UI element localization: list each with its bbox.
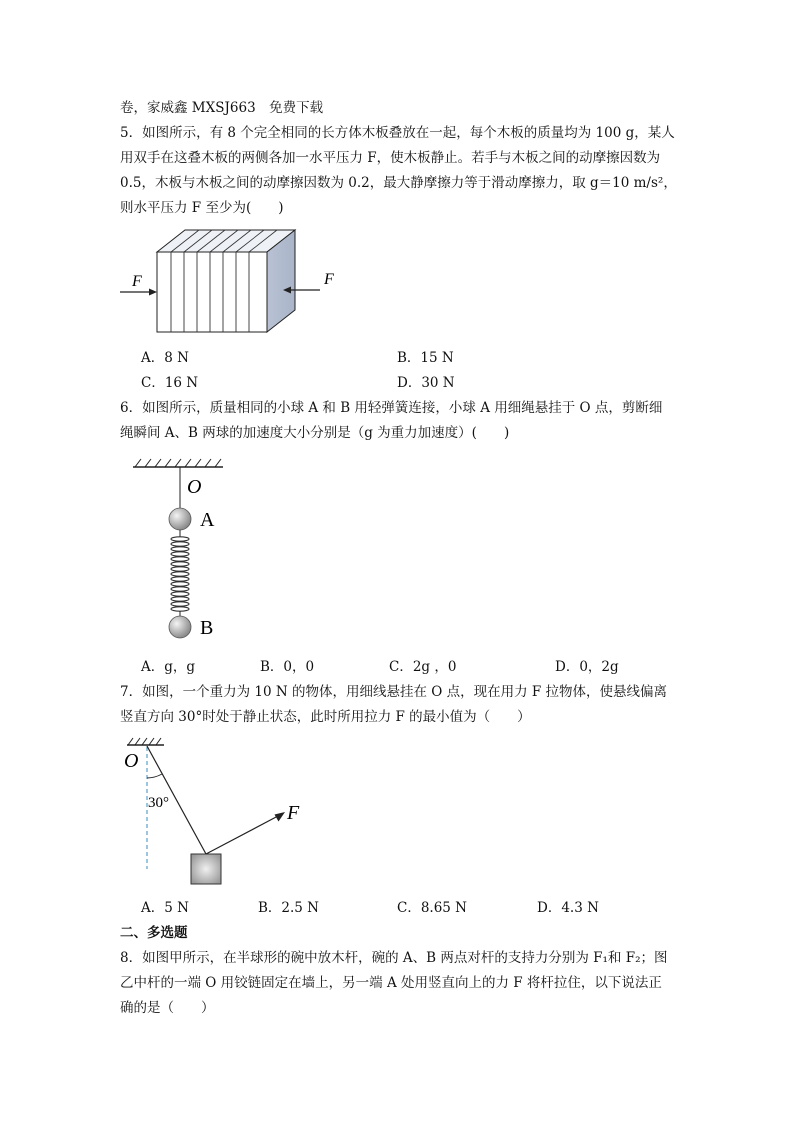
q6-option-c: C．2g ，0 — [389, 659, 457, 675]
q8-line-2: 乙中杆的一端 O 用铰链固定在墙上，另一端 A 处用竖直向上的力 F 将杆拉住，以下说法正 — [120, 975, 662, 991]
angle-label: 30° — [148, 795, 169, 811]
point-o-label: O — [124, 750, 139, 772]
left-force-label: F — [132, 273, 142, 290]
q7-option-c: C．8.65 N — [397, 900, 467, 916]
header-line: 卷，家威鑫 MXSJ663 免费下载 — [120, 100, 324, 116]
q6-option-d: D．0，2g — [555, 659, 619, 675]
q5-option-c: C．16 N — [141, 375, 199, 391]
q7-option-d: D．4.3 N — [537, 900, 599, 916]
q7-pendulum-figure — [118, 734, 318, 889]
right-force-label: F — [324, 271, 334, 288]
q6-spring-figure — [125, 455, 235, 645]
q5-line-3: 0.5，木板与木板之间的动摩擦因数为 0.2，最大静摩擦力等于滑动摩擦力，取 g＝10 m/s²， — [120, 175, 677, 191]
force-label: F — [287, 802, 300, 824]
q7-option-b: B．2.5 N — [258, 900, 319, 916]
section-title: 二、多选题 — [120, 925, 188, 941]
spring-coils — [171, 537, 189, 611]
q5-line-1: 5．如图所示，有 8 个完全相同的长方体木板叠放在一起，每个木板的质量均为 100 g，某人 — [120, 125, 675, 141]
q5-option-b: B．15 N — [397, 350, 454, 366]
q8-line-3: 确的是（ ） — [120, 1000, 215, 1016]
q6-line-2: 绳瞬间 A、B 两球的加速度大小分别是（g 为重力加速度）( ) — [120, 425, 510, 441]
q5-option-a: A．8 N — [141, 350, 189, 366]
point-o-label: O — [187, 476, 202, 498]
q6-line-1: 6．如图所示，质量相同的小球 A 和 B 用轻弹簧连接，小球 A 用细绳悬挂于 O 点，剪断细 — [120, 400, 663, 416]
q5-line-2: 用双手在这叠木板的两侧各加一水平压力 F，使木板静止。若手与木板之间的动摩擦因数为 — [120, 150, 661, 166]
q5-line-4: 则水平压力 F 至少为( ) — [120, 200, 284, 216]
q5-planks-figure — [115, 222, 355, 342]
q8-line-1: 8．如图甲所示，在半球形的碗中放木杆，碗的 A、B 两点对杆的支持力分别为 F₁和 F₂；图 — [120, 950, 668, 966]
ball-b-label: B — [200, 617, 214, 639]
q6-option-a: A．g，g — [141, 659, 196, 675]
left-force-arrowhead — [149, 289, 157, 296]
ball-a-label: A — [200, 509, 215, 531]
q5-option-d: D．30 N — [397, 375, 455, 391]
q7-line-1: 7．如图，一个重力为 10 N 的物体，用细线悬挂在 O 点，现在用力 F 拉物体，使悬线偏离 — [120, 684, 668, 700]
q7-option-a: A．5 N — [141, 900, 189, 916]
angle-arc — [147, 774, 162, 778]
planks-front-face — [157, 252, 267, 332]
hanging-box — [191, 854, 221, 884]
q6-option-b: B．0，0 — [260, 659, 315, 675]
force-arrowhead — [275, 812, 286, 822]
ball-a — [169, 508, 191, 530]
ceiling-hatch — [135, 459, 221, 467]
ball-b — [169, 616, 191, 638]
ceiling-hatch — [128, 738, 161, 745]
force-arrow — [206, 816, 278, 854]
q7-line-2: 竖直方向 30°时处于静止状态，此时所用拉力 F 的最小值为（ ） — [120, 709, 531, 725]
